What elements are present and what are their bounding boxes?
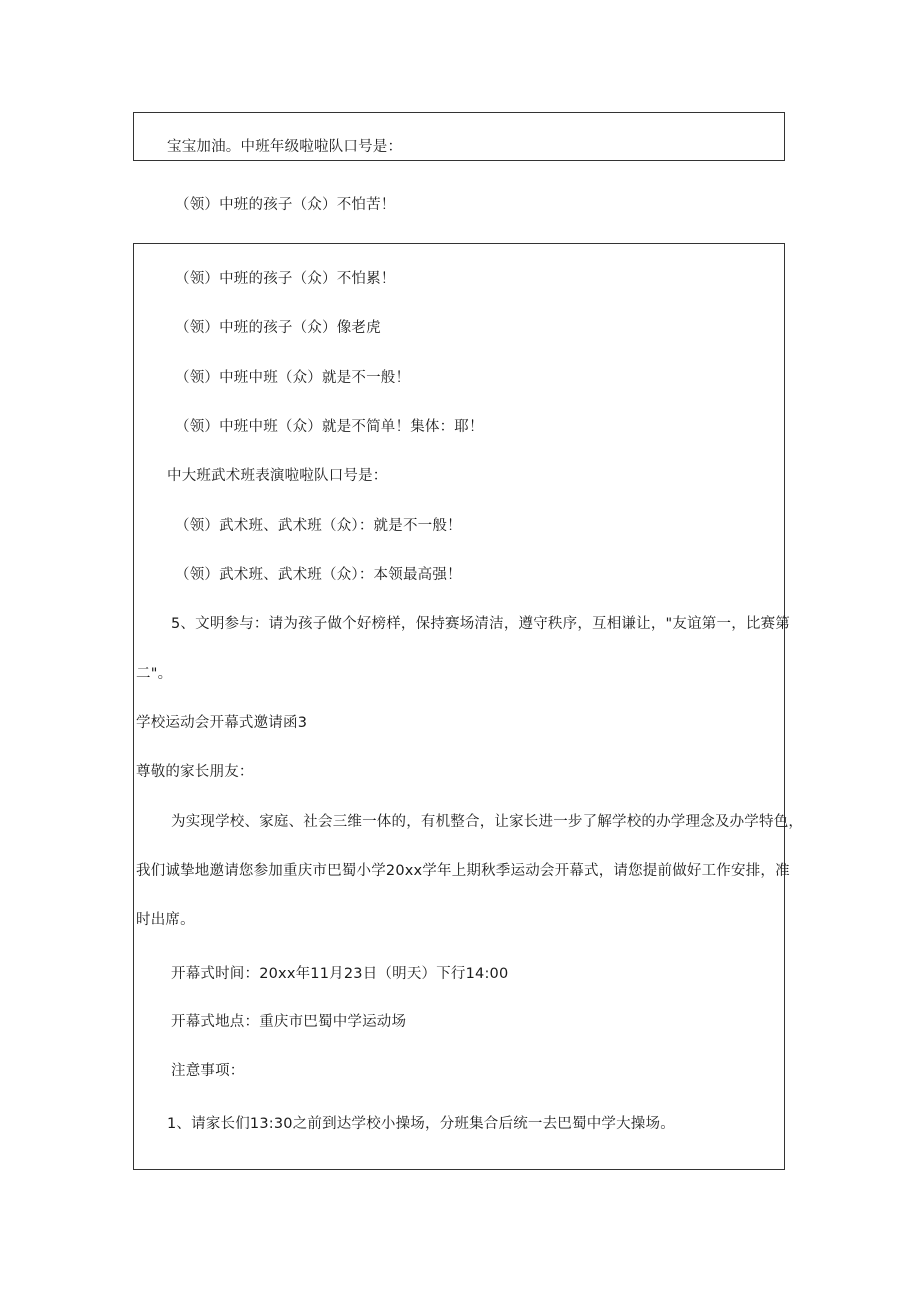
body-paragraph-line: 时出席。: [136, 912, 195, 928]
cheer-intro-line: 宝宝加油。中班年级啦啦队口号是：: [167, 139, 403, 155]
cheer-line: （领）中班中班（众）就是不一般！: [175, 370, 411, 386]
body-paragraph-line: 我们诚挚地邀请您参加重庆市巴蜀小学20xx学年上期秋季运动会开幕式，请您提前做好工作安排，准: [136, 863, 790, 879]
cheer-line: （领）武术班、武术班（众）：就是不一般！: [175, 518, 462, 534]
opening-place: 开幕式地点：重庆市巴蜀中学运动场: [171, 1014, 407, 1030]
cheer-intro-line: 中大班武术班表演啦啦队口号是：: [167, 468, 388, 484]
civility-paragraph-line: 二"。: [136, 666, 173, 682]
greeting: 尊敬的家长朋友：: [136, 764, 254, 780]
notes-heading: 注意事项：: [171, 1063, 245, 1079]
civility-paragraph-line: 5、文明参与：请为孩子做个好榜样，保持赛场清洁，遵守秩序，互相谦让，"友谊第一，比赛第: [171, 616, 790, 632]
cheer-line: （领）中班的孩子（众）不怕累！: [175, 271, 396, 287]
invitation-title: 学校运动会开幕式邀请函3: [136, 715, 308, 731]
cheer-line: （领）中班的孩子（众）像老虎: [175, 320, 381, 336]
cheer-line: （领）武术班、武术班（众）：本领最高强！: [175, 567, 462, 583]
note-item: 1、请家长们13:30之前到达学校小操场，分班集合后统一去巴蜀中学大操场。: [167, 1116, 675, 1132]
opening-time: 开幕式时间：20xx年11月23日（明天）下行14:00: [171, 966, 509, 982]
cheer-line: （领）中班的孩子（众）不怕苦！: [175, 197, 396, 213]
body-paragraph-line: 为实现学校、家庭、社会三维一体的，有机整合，让家长进一步了解学校的办学理念及办学特色，: [171, 814, 804, 830]
cheer-line: （领）中班中班（众）就是不简单！集体：耶！: [175, 419, 484, 435]
